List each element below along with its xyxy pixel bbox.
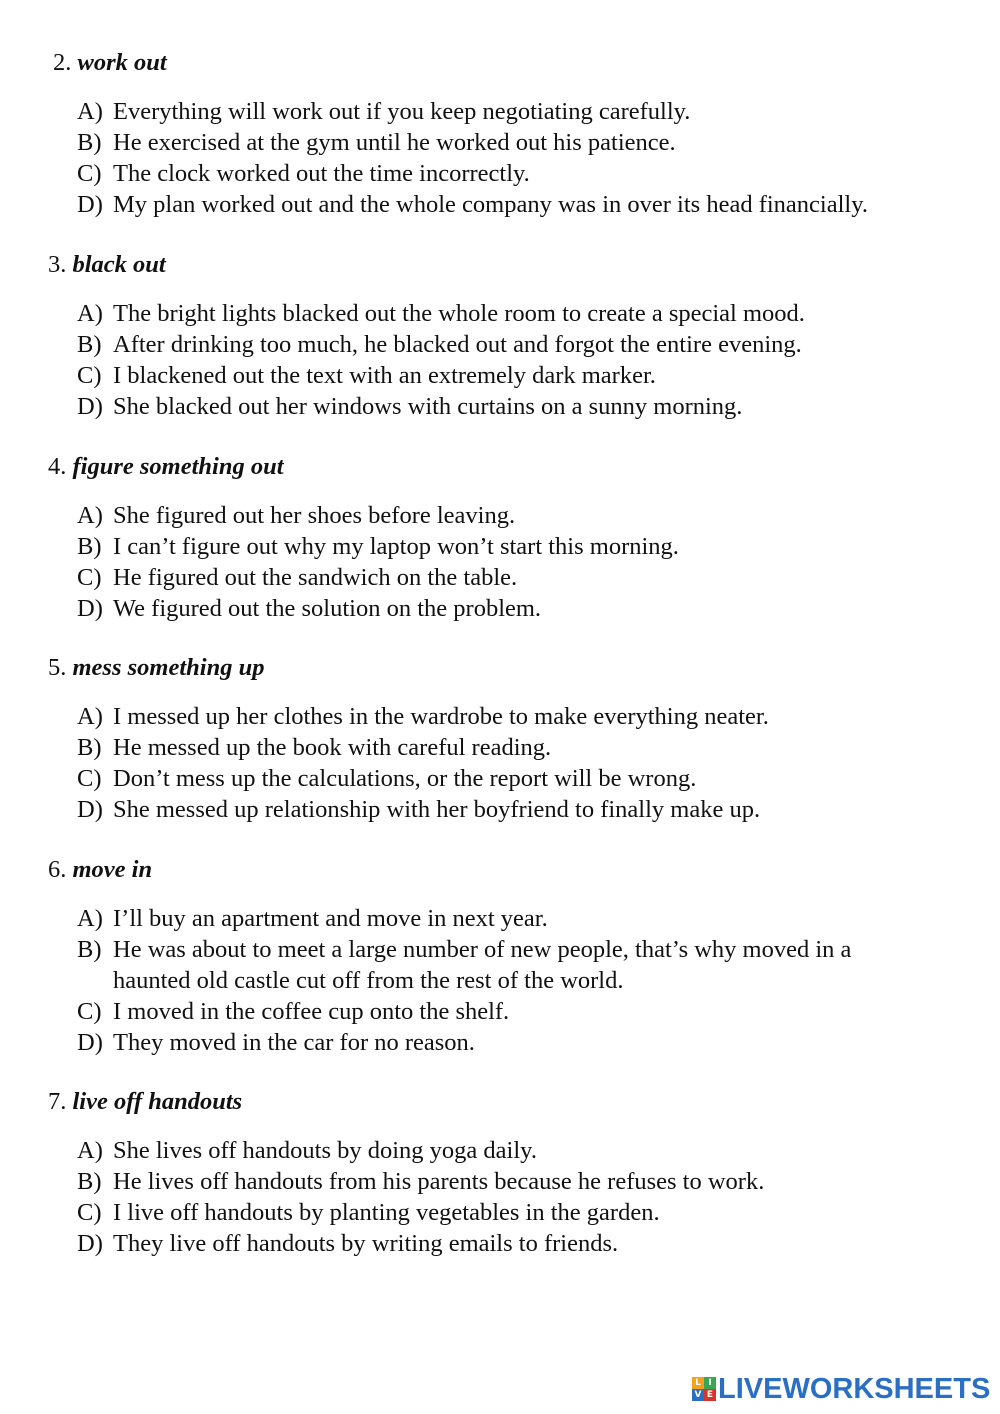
answer-options (77, 298, 957, 422)
option-text-line: They live off handouts by writing emails to friends. (113, 1230, 619, 1257)
question-heading (48, 1087, 242, 1117)
option-letter: C) (77, 765, 102, 792)
option-letter: D) (77, 191, 103, 218)
option-letter: B) (77, 936, 102, 963)
logo-tile-i: I (704, 1377, 716, 1389)
answer-option[interactable] (77, 562, 957, 593)
option-letter: B) (77, 1168, 102, 1195)
answer-option[interactable] (77, 934, 957, 996)
option-letter: B) (77, 734, 102, 761)
answer-option[interactable] (77, 732, 957, 763)
option-text-line: haunted old castle cut off from the rest of the world. (113, 967, 624, 994)
answer-options (77, 500, 957, 624)
phrasal-verb-term: mess something up (72, 654, 265, 681)
option-letter: A) (77, 300, 103, 327)
option-text-line: Don’t mess up the calculations, or the report will be wrong. (113, 765, 697, 792)
answer-option[interactable] (77, 1166, 957, 1197)
answer-option[interactable] (77, 96, 957, 127)
question-number: 2. (53, 49, 72, 76)
answer-options (77, 1135, 957, 1259)
option-text-line: He figured out the sandwich on the table. (113, 564, 518, 591)
phrasal-verb-term: figure something out (72, 453, 284, 480)
question-number: 4. (48, 453, 67, 480)
option-text (113, 903, 957, 934)
answer-option[interactable] (77, 1197, 957, 1228)
answer-option[interactable] (77, 903, 957, 934)
option-text-line: I moved in the coffee cup onto the shelf. (113, 998, 510, 1025)
option-letter: D) (77, 1029, 103, 1056)
answer-option[interactable] (77, 158, 957, 189)
option-letter: B) (77, 331, 102, 358)
option-text (113, 763, 957, 794)
option-text-line: The clock worked out the time incorrectly. (113, 160, 530, 187)
option-text-line: She blacked out her windows with curtains on a sunny morning. (113, 393, 743, 420)
option-text-line: I can’t figure out why my laptop won’t start this morning. (113, 533, 679, 560)
answer-options (77, 701, 957, 825)
option-text (113, 996, 957, 1027)
option-text (113, 1135, 957, 1166)
question-heading (48, 452, 284, 482)
option-text (113, 934, 957, 996)
phrasal-verb-term: move in (72, 856, 153, 883)
answer-option[interactable] (77, 1228, 957, 1259)
option-text (113, 158, 957, 189)
option-text-line: We figured out the solution on the problem. (113, 595, 542, 622)
option-text (113, 500, 957, 531)
question-heading (48, 653, 264, 683)
option-text-line: I blackened out the text with an extremely dark marker. (113, 362, 656, 389)
answer-option[interactable] (77, 1027, 957, 1058)
option-text (113, 329, 957, 360)
option-text-line: She messed up relationship with her boyfriend to finally make up. (113, 796, 761, 823)
option-letter: D) (77, 1230, 103, 1257)
option-text (113, 562, 957, 593)
question-number: 5. (48, 654, 67, 681)
logo-wordmark: LIVEWORKSHEETS (718, 1372, 991, 1405)
answer-option[interactable] (77, 391, 957, 422)
option-text (113, 298, 957, 329)
option-text-line: She lives off handouts by doing yoga daily. (113, 1137, 537, 1164)
answer-option[interactable] (77, 794, 957, 825)
logo-tile-e: E (704, 1389, 716, 1401)
option-letter: D) (77, 796, 103, 823)
option-text-line: After drinking too much, he blacked out and forgot the entire evening. (113, 331, 802, 358)
option-text-line: I’ll buy an apartment and move in next year. (113, 905, 548, 932)
option-text-line: He exercised at the gym until he worked out his patience. (113, 129, 676, 156)
question-number: 6. (48, 856, 67, 883)
option-letter: C) (77, 362, 102, 389)
option-text-line: He was about to meet a large number of new people, that’s why moved in a (113, 936, 852, 963)
option-letter: B) (77, 533, 102, 560)
phrasal-verb-term: work out (77, 49, 167, 76)
option-letter: D) (77, 595, 103, 622)
option-text (113, 189, 957, 220)
answer-option[interactable] (77, 996, 957, 1027)
option-letter: C) (77, 1199, 102, 1226)
option-text (113, 96, 957, 127)
phrasal-verb-term: live off handouts (72, 1088, 243, 1115)
option-text (113, 127, 957, 158)
option-text (113, 1228, 957, 1259)
question-number: 3. (48, 251, 67, 278)
question-heading (48, 250, 166, 280)
option-text-line: I live off handouts by planting vegetables in the garden. (113, 1199, 660, 1226)
answer-option[interactable] (77, 189, 957, 220)
logo-tile-l: L (692, 1377, 704, 1389)
option-text (113, 593, 957, 624)
option-letter: A) (77, 1137, 103, 1164)
answer-option[interactable] (77, 1135, 957, 1166)
option-text-line: They moved in the car for no reason. (113, 1029, 475, 1056)
option-text-line: He messed up the book with careful reading. (113, 734, 552, 761)
answer-options (77, 96, 957, 220)
option-text-line: He lives off handouts from his parents because he refuses to work. (113, 1168, 765, 1195)
answer-option[interactable] (77, 701, 957, 732)
option-text-line: My plan worked out and the whole company was in over its head financially. (113, 191, 868, 218)
question-number: 7. (48, 1088, 67, 1115)
option-text-line: The bright lights blacked out the whole room to create a special mood. (113, 300, 805, 327)
answer-options (77, 903, 957, 1058)
option-letter: B) (77, 129, 102, 156)
answer-option[interactable] (77, 500, 957, 531)
liveworksheets-logo-icon (692, 1377, 716, 1401)
option-text (113, 794, 957, 825)
option-text (113, 732, 957, 763)
logo-tile-v: V (692, 1389, 704, 1401)
option-text (113, 701, 957, 732)
answer-option[interactable] (77, 127, 957, 158)
option-text (113, 1166, 957, 1197)
option-letter: C) (77, 160, 102, 187)
option-text-line: Everything will work out if you keep negotiating carefully. (113, 98, 691, 125)
phrasal-verb-term: black out (72, 251, 166, 278)
question-heading (48, 855, 152, 885)
answer-option[interactable] (77, 531, 957, 562)
option-letter: D) (77, 393, 103, 420)
answer-option[interactable] (77, 329, 957, 360)
option-text (113, 1027, 957, 1058)
option-letter: A) (77, 502, 103, 529)
answer-option[interactable] (77, 298, 957, 329)
answer-option[interactable] (77, 360, 957, 391)
option-letter: A) (77, 98, 103, 125)
option-letter: C) (77, 998, 102, 1025)
option-text (113, 360, 957, 391)
option-letter: A) (77, 703, 103, 730)
option-letter: C) (77, 564, 102, 591)
option-text (113, 1197, 957, 1228)
option-text (113, 531, 957, 562)
liveworksheets-logo (692, 1372, 990, 1406)
option-text-line: I messed up her clothes in the wardrobe to make everything neater. (113, 703, 769, 730)
option-letter: A) (77, 905, 103, 932)
option-text-line: She figured out her shoes before leaving. (113, 502, 516, 529)
answer-option[interactable] (77, 763, 957, 794)
question-heading (53, 48, 167, 78)
option-text (113, 391, 957, 422)
answer-option[interactable] (77, 593, 957, 624)
